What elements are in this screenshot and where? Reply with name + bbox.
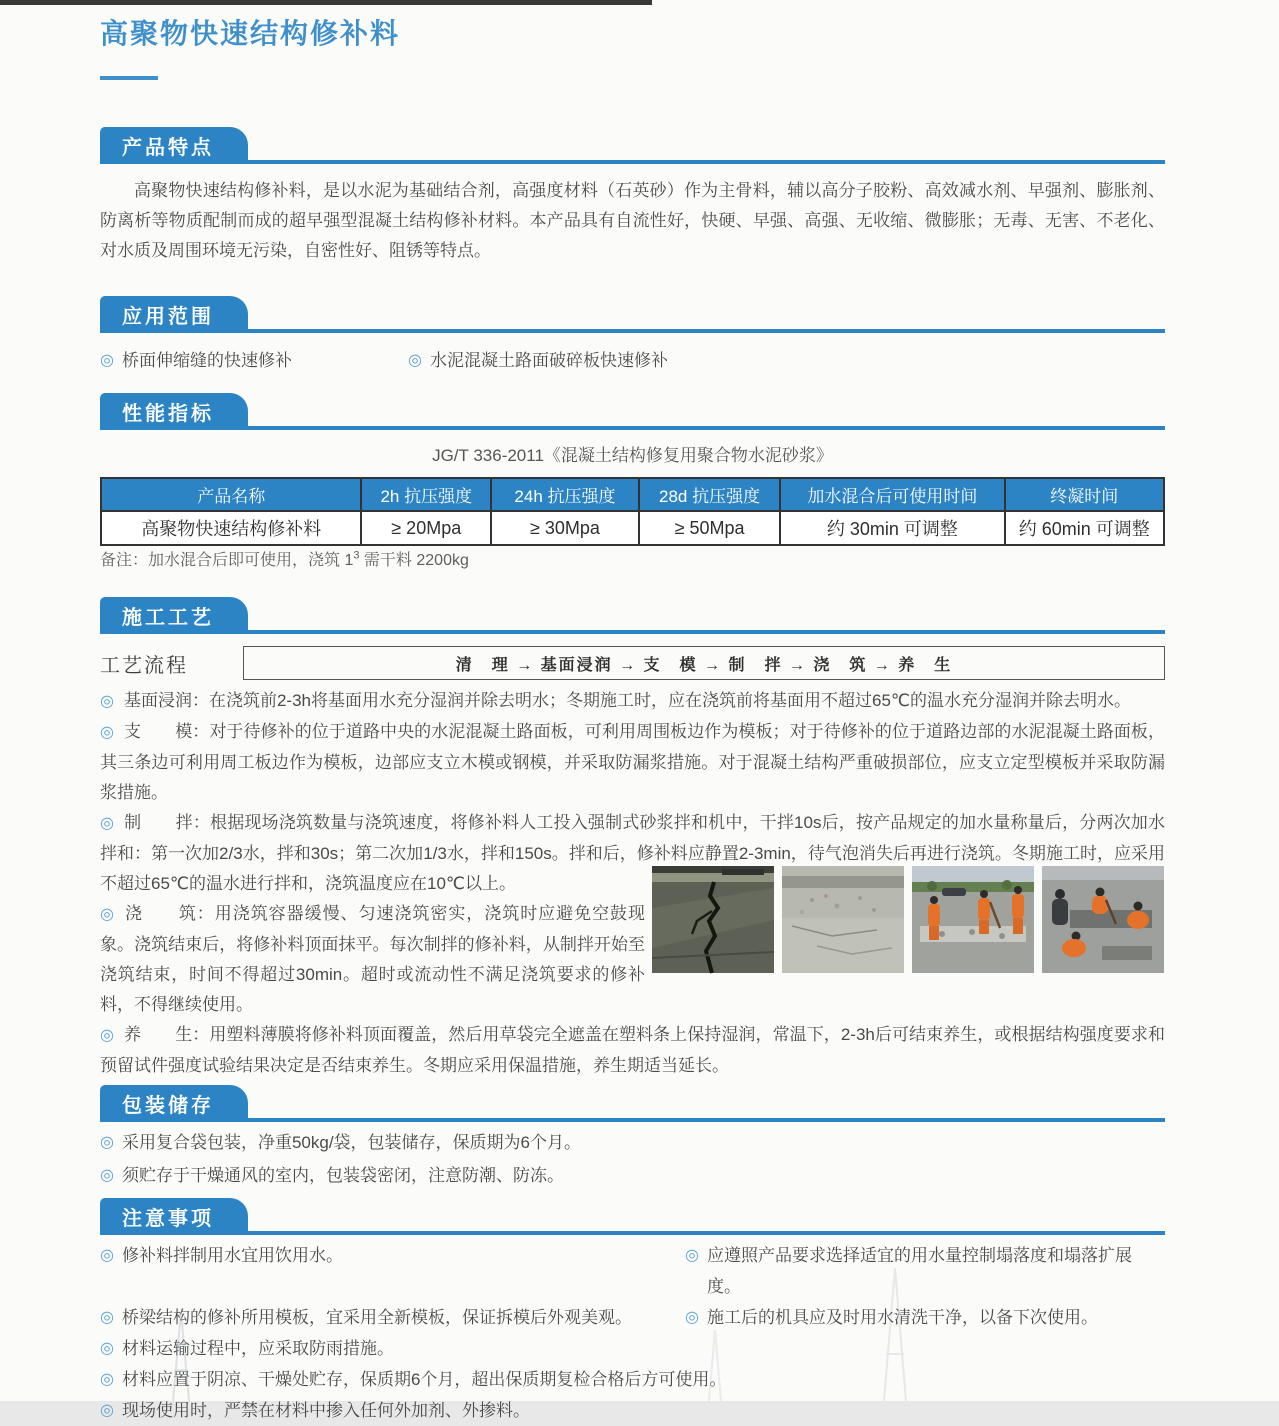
section-tab-applications: 应用范围 (100, 296, 248, 333)
packaging-item (100, 1127, 1165, 1158)
remark-superscript: 3 (353, 549, 360, 562)
table-cell: 约 30min 可调整 (780, 511, 1004, 545)
performance-table (100, 477, 1165, 546)
note-item (685, 1240, 1165, 1302)
step-pouring (100, 899, 645, 1020)
ring-bullet-icon: ◎ (100, 1309, 114, 1326)
table-header-cell: 终凝时间 (1005, 478, 1165, 511)
table-header-cell: 产品名称 (101, 478, 361, 511)
remark-text: 需干料 2200kg (359, 552, 469, 569)
ring-bullet-icon: ◎ (100, 1167, 114, 1184)
section-tab-performance: 性能指标 (100, 393, 248, 430)
ring-bullet-icon: ◎ (685, 1309, 699, 1326)
ring-bullet-icon: ◎ (100, 1247, 114, 1264)
step-curing (100, 1020, 1165, 1081)
ring-bullet-icon: ◎ (408, 352, 422, 369)
section-header-performance (100, 393, 1165, 430)
watermark-structure-icon (700, 1330, 730, 1401)
table-header-cell: 加水混合后可使用时间 (780, 478, 1004, 511)
ring-bullet-icon: ◎ (100, 1371, 114, 1388)
table-cell: ≥ 30Mpa (491, 511, 639, 545)
photo-broken-slab-icon (782, 866, 904, 973)
note-item-label: 修补料拌制用水宜用饮用水。 (121, 1246, 343, 1265)
application-item-label: 水泥混凝土路面破碎板快速修补 (429, 351, 668, 370)
note-item (100, 1395, 1165, 1426)
features-paragraph: 高聚物快速结构修补料，是以水泥为基础结合剂，高强度材料（石英砂）作为主骨料，辅以高分子胶粉、高效减水剂、早强剂、膨胀剂、防离析等物质配制而成的超早强型混凝土结构修补材料。本产品具有自流性好，快硬、早强、高强、无收缩、微膨胀；无毒、无害、不老化、对水质及周围环境无污染，自密性好、阻锈等特点。 (100, 181, 1165, 260)
step-text: 养 生：用塑料薄膜将修补料顶面覆盖，然后用草袋完全遮盖在塑料条上保持湿润，常温下，2-3h后可结束养生，或根据结构强度要求和预留试件强度试验结果决定是否结束养生。冬期应采用保温措施，养生期适当延长。 (100, 1025, 1165, 1075)
note-item-label: 桥梁结构的修补所用模板，宜采用全新模板，保证拆模后外观美观。 (121, 1308, 632, 1327)
ring-bullet-icon: ◎ (100, 1340, 114, 1357)
standard-reference: JG/T 336-2011《混凝土结构修复用聚合物水泥砂浆》 (432, 446, 833, 465)
step-text: 支 模：对于待修补的位于道路中央的水泥混凝土路面板，可利用周围板边作为模板；对于待修补的位于道路边部的水泥混凝土路面板，其三条边可利用周工板边作为模板，边部应支立木模或钢模，并采取防漏浆措施。对于混凝土结构严重破损部位，应支立定型模板并采取防漏浆措施。 (100, 722, 1165, 802)
note-item-label: 材料应置于阴凉、干燥处贮存，保质期6个月，超出保质期复检合格后方可使用。 (121, 1370, 727, 1389)
step-surface-wetting (100, 686, 1165, 717)
photo-repair-crew-icon (912, 866, 1034, 973)
table-row (101, 511, 1164, 545)
table-cell: ≥ 50Mpa (639, 511, 780, 545)
process-flow-box: 清 理 → 基面浸润 → 支 模 → 制 拌 → 浇 筑 → 养 生 (243, 646, 1165, 680)
construction-photos (652, 866, 1165, 973)
note-item (100, 1333, 1165, 1364)
table-header-cell: 24h 抗压强度 (491, 478, 639, 511)
watermark-structure-icon (872, 1268, 918, 1401)
section-header-notes (100, 1198, 1165, 1235)
section-header-packaging (100, 1085, 1165, 1122)
section-tab-packaging: 包装储存 (100, 1085, 248, 1122)
note-item (100, 1240, 685, 1302)
application-item (408, 345, 668, 376)
note-item-label: 材料运输过程中，应采取防雨措施。 (121, 1339, 394, 1358)
process-flow-row (100, 646, 1165, 680)
page-title: 高聚物快速结构修补料 (100, 18, 401, 49)
table-cell: ≥ 20Mpa (361, 511, 491, 545)
ring-bullet-icon: ◎ (685, 1247, 699, 1264)
section-tab-notes: 注意事项 (100, 1198, 248, 1235)
packaging-item (100, 1160, 1165, 1191)
section-header-construction (100, 597, 1165, 634)
ring-bullet-icon: ◎ (100, 906, 115, 923)
table-header-cell: 28d 抗压强度 (639, 478, 780, 511)
table-remark (100, 547, 469, 570)
ring-bullet-icon: ◎ (100, 1027, 115, 1044)
ring-bullet-icon: ◎ (100, 724, 115, 741)
title-underline (100, 76, 158, 80)
note-item-label: 应遵照产品要求选择适宜的用水量控制塌落度和塌落扩展度。 (706, 1246, 1132, 1296)
ring-bullet-icon: ◎ (100, 1134, 114, 1151)
table-cell: 高聚物快速结构修补料 (101, 511, 361, 545)
notes-row (100, 1302, 1165, 1333)
packaging-item-label: 须贮存于干燥通风的室内，包装袋密闭，注意防潮、防冻。 (121, 1166, 564, 1185)
note-item-label: 施工后的机具应及时用水清洗干净，以备下次使用。 (706, 1308, 1098, 1327)
notes-row (100, 1240, 1165, 1302)
ring-bullet-icon: ◎ (100, 352, 114, 369)
ring-bullet-icon: ◎ (100, 815, 115, 832)
section-header-features (100, 127, 1165, 164)
table-header-row (101, 478, 1164, 511)
notes-list (100, 1240, 1165, 1426)
step-formwork (100, 717, 1165, 808)
section-tab-features: 产品特点 (100, 127, 248, 164)
photo-pouring-crew-icon (1042, 866, 1164, 973)
packaging-list (100, 1127, 1165, 1191)
note-item-label: 现场使用时，严禁在材料中掺入任何外加剂、外掺料。 (121, 1401, 530, 1420)
ring-bullet-icon: ◎ (100, 693, 114, 710)
section-tab-construction: 施工工艺 (100, 597, 248, 634)
packaging-item-label: 采用复合袋包装，净重50kg/袋，包装储存，保质期为6个月。 (121, 1133, 582, 1152)
application-item-label: 桥面伸缩缝的快速修补 (121, 351, 292, 370)
table-cell: 约 60min 可调整 (1005, 511, 1165, 545)
step-text: 制 拌：根据现场浇筑数量与浇筑速度，将修补料人工投入强制式砂浆拌和机中，干拌10s后，按产品规定的加水量称量后，分两次加水拌和：第一次加2/3水，拌和30s；第二次加1/3水，拌和150s。拌和后，修补料应静置2-3min，待气泡消失后再进行浇筑。冬期施工时，应采用不超过65℃的温水进行拌和，浇筑温度应在10℃以上。 (100, 813, 1165, 893)
note-item (685, 1302, 1165, 1333)
table-header-cell: 2h 抗压强度 (361, 478, 491, 511)
process-flow-label: 工艺流程 (100, 654, 188, 677)
watermark-structure-icon (160, 1312, 202, 1401)
photo-cracked-pavement-icon (652, 866, 774, 973)
note-item (100, 1364, 1165, 1395)
application-item (100, 345, 408, 376)
remark-text: 备注：加水混合后即可使用，浇筑 1 (100, 552, 354, 569)
section-header-applications (100, 296, 1165, 333)
page-content (100, 0, 1165, 1420)
step-text: 基面浸润：在浇筑前2-3h将基面用水充分湿润并除去明水；冬期施工时，应在浇筑前将基面用不超过65℃的温水充分湿润并除去明水。 (123, 691, 1131, 710)
applications-list (100, 345, 1165, 376)
step-text: 浇 筑：用浇筑容器缓慢、匀速浇筑密实，浇筑时应避免空鼓现象。浇筑结束后，将修补料顶面抹平。每次制拌的修补料，从制拌开始至浇筑结束，时间不得超过30min。超时或流动性不满足浇筑要求的修补料，不得继续使用。 (100, 904, 646, 1014)
ring-bullet-icon: ◎ (100, 1402, 114, 1419)
